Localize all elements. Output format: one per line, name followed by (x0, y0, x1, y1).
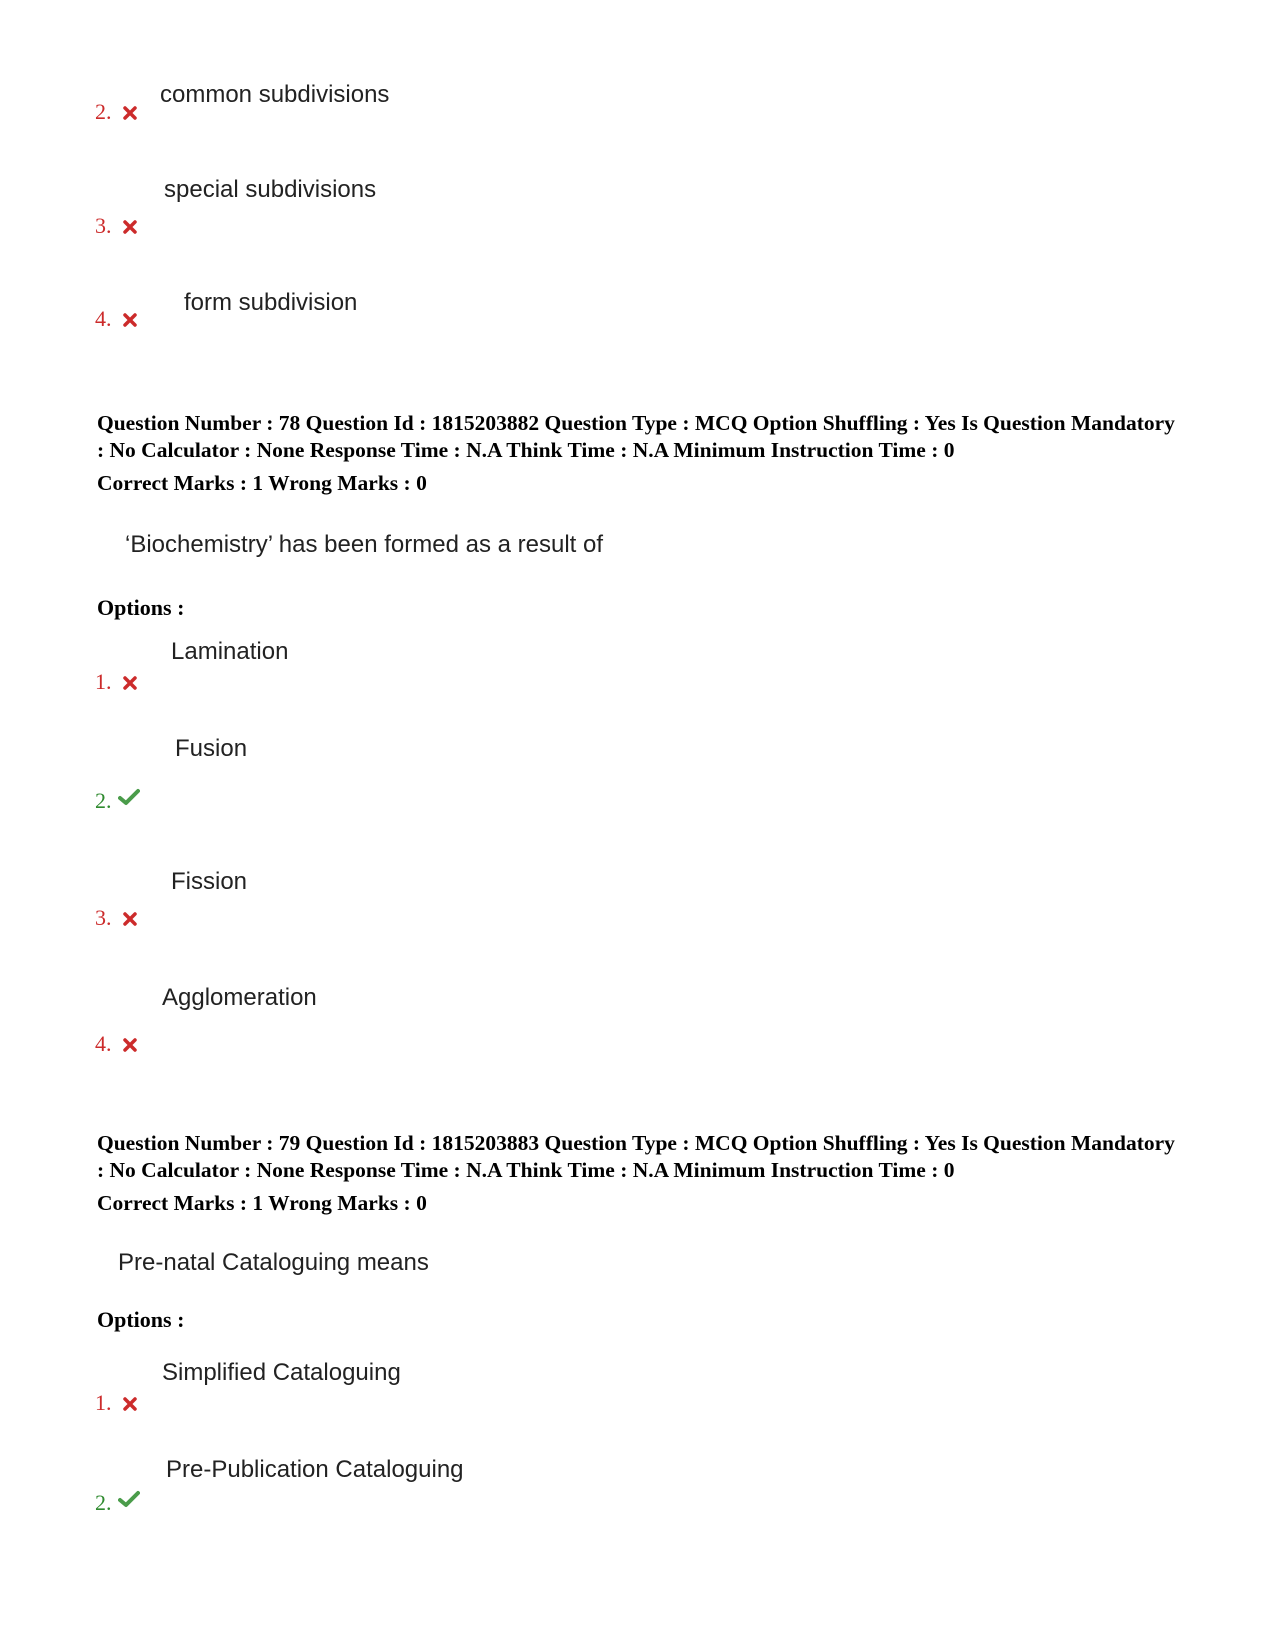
option-number-label: 1. (95, 669, 112, 694)
option-number-label: 2. (95, 99, 112, 124)
option-text: Fusion (175, 735, 248, 762)
check-icon (118, 1490, 140, 1508)
option-number-label: 4. (95, 306, 112, 331)
wrong-icon (122, 219, 138, 235)
option-text: Fission (171, 868, 248, 895)
question-meta-details: Question Number : 78 Question Id : 1815203882 Question Type : MCQ Option Shuffling : Yes Is Question Mandatory : No Calculator : None Response Time : N.A Think Time : N.A Minimum Instruction Time : 0 (97, 411, 1175, 462)
option-number-label: 3. (95, 905, 112, 930)
question-text: Pre-natal Cataloguing means (118, 1249, 429, 1276)
option-number (95, 1033, 138, 1055)
option-number (95, 671, 138, 693)
option-number (95, 101, 138, 123)
question-marks: Correct Marks : 1 Wrong Marks : 0 (97, 1191, 427, 1215)
option-number (95, 1490, 140, 1514)
question-text: ‘Biochemistry’ has been formed as a result of (125, 531, 603, 558)
option-number (95, 788, 140, 812)
question-marks: Correct Marks : 1 Wrong Marks : 0 (97, 471, 427, 495)
option-text: form subdivision (184, 289, 358, 316)
options-label: Options : (97, 595, 185, 620)
wrong-icon (122, 105, 138, 121)
option-text: Simplified Cataloguing (162, 1359, 401, 1386)
wrong-icon (122, 1037, 138, 1053)
option-number-label: 2. (95, 788, 112, 813)
option-text: special subdivisions (164, 176, 377, 203)
option-number-label: 2. (95, 1490, 112, 1515)
question-meta (97, 410, 1182, 497)
wrong-icon (122, 911, 138, 927)
question-meta-details: Question Number : 79 Question Id : 1815203883 Question Type : MCQ Option Shuffling : Yes Is Question Mandatory : No Calculator : None Response Time : N.A Think Time : N.A Minimum Instruction Time : 0 (97, 1131, 1175, 1182)
option-text: common subdivisions (160, 81, 390, 108)
option-number (95, 215, 138, 237)
option-number (95, 308, 138, 330)
option-text: Lamination (171, 638, 289, 665)
option-number (95, 907, 138, 929)
check-icon (118, 788, 140, 806)
wrong-icon (122, 675, 138, 691)
option-number (95, 1392, 138, 1414)
option-number-label: 4. (95, 1031, 112, 1056)
wrong-icon (122, 1396, 138, 1412)
question-meta (97, 1130, 1182, 1217)
option-number-label: 3. (95, 213, 112, 238)
options-label: Options : (97, 1307, 185, 1332)
option-number-label: 1. (95, 1390, 112, 1415)
option-text: Pre-Publication Cataloguing (166, 1456, 464, 1483)
wrong-icon (122, 312, 138, 328)
option-text: Agglomeration (162, 984, 317, 1011)
